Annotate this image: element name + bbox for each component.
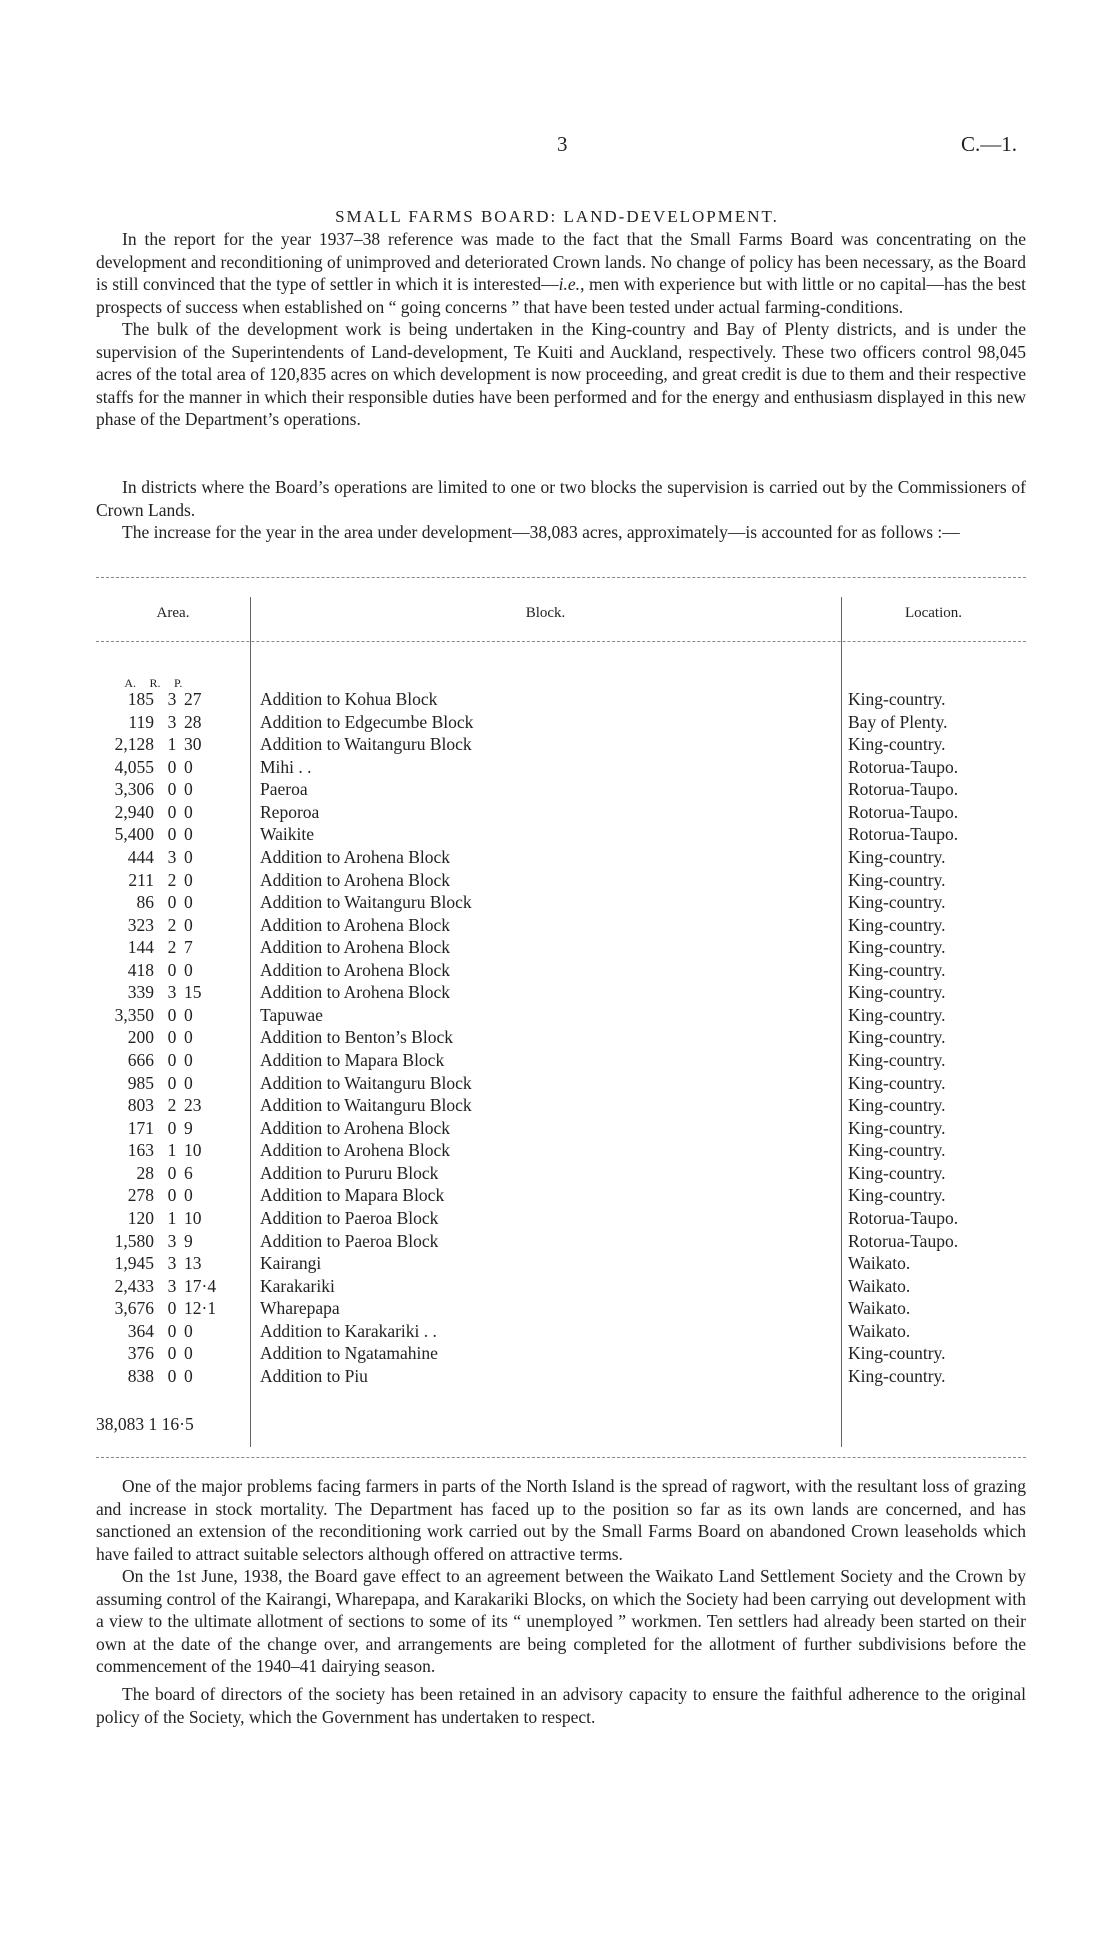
- area-roods: 2: [167, 1095, 177, 1116]
- area-roods: 2: [167, 869, 177, 890]
- area-acres: 2,433: [114, 1275, 154, 1296]
- area-acres: 2,940: [114, 801, 154, 822]
- area-acres: 339: [127, 982, 154, 1003]
- table-row: [96, 1342, 1026, 1365]
- page-number: 3: [557, 132, 568, 156]
- block-location: King-country.: [848, 1117, 946, 1138]
- block-name: Addition to Arohena Block: [260, 846, 451, 867]
- block-location: King-country.: [848, 1072, 946, 1093]
- block-name: Paeroa: [260, 779, 308, 800]
- block-location: Rotorua-Taupo.: [848, 801, 959, 822]
- table-row: [96, 846, 1026, 869]
- table-bottom-rule: [96, 1457, 1026, 1458]
- area-acres: 364: [127, 1320, 154, 1341]
- area-acres: 119: [128, 711, 154, 732]
- area-acres: 5,400: [114, 824, 154, 845]
- area-acres: 803: [127, 1095, 154, 1116]
- area-perches: 0: [184, 1050, 193, 1070]
- table-row: [96, 1275, 1026, 1298]
- block-name: Addition to Waitanguru Block: [260, 1095, 472, 1116]
- block-location: King-country.: [848, 1185, 946, 1206]
- area-roods: 0: [167, 801, 177, 822]
- area-roods: 0: [167, 756, 177, 777]
- block-location: King-country.: [848, 914, 946, 935]
- area-acres: 3,676: [114, 1298, 154, 1319]
- table-row: [96, 1230, 1026, 1253]
- area-perches: 0: [184, 1072, 193, 1093]
- area-roods: 2: [167, 914, 177, 935]
- paragraph-bulk-development: The bulk of the development work is being undertaken in the King-country and Bay of Plenty districts, and is under the supervision of the Superintendents of Land-development, Te Kuiti and Auckland, respectively. These two officers control 98,045 acres of the total area of 120,835 acres on which development is now proceeding, and great credit is due to them and their respective staffs for the manner in which their responsible duties have been performed and for the energy and enthusiasm displayed in this new phase of the Department’s operations.: [96, 319, 1026, 430]
- block-location: Rotorua-Taupo.: [848, 824, 959, 845]
- table-row: [96, 1049, 1026, 1072]
- block-name: Addition to Arohena Block: [260, 869, 451, 890]
- block-name: Addition to Waitanguru Block: [260, 734, 472, 755]
- table-total: 38,083 1 16·5: [96, 1414, 194, 1434]
- block-location: King-country.: [848, 1004, 946, 1025]
- area-acres: 838: [127, 1365, 154, 1386]
- area-roods: 0: [167, 892, 177, 913]
- table-row: [96, 756, 1026, 779]
- table-row: [96, 711, 1026, 734]
- table-row: [96, 778, 1026, 801]
- table-row: [96, 959, 1026, 982]
- area-perches: 30: [184, 734, 202, 755]
- block-location: Bay of Plenty.: [848, 711, 948, 732]
- area-perches: 0: [184, 1343, 193, 1364]
- area-acres: 278: [127, 1185, 154, 1206]
- paragraph-ragwort: One of the major problems facing farmers in parts of the North Island is the spread of ragwort, with the resultant loss of grazing and increase in stock mortality. The Department has faced up to the position so far as its own lands are concerned, and has sanctioned an extension of the reconditioning work carried out by the Small Farms Board on abandoned Crown leaseholds which have failed to attract suitable selectors although offered on attractive terms.: [96, 1476, 1026, 1564]
- area-acres: 2,128: [114, 734, 154, 755]
- area-acres: 666: [127, 1050, 154, 1070]
- table-row: [96, 1072, 1026, 1095]
- block-location: King-country.: [848, 1050, 946, 1070]
- paragraph-waikato-agreement: On the 1st June, 1938, the Board gave effect to an agreement between the Waikato Land Settlement Society and the Crown by assuming control of the Kairangi, Wharepapa, and Karakariki Blocks, on which the Society had been carrying out development with a view to the ultimate allotment of sections to some of its “ unemployed ” workmen. Ten settlers had already been started on their own at the date of the change over, and arrangements are being completed for the allotment of further subdivisions before the commencement of the 1940–41 dairying season.: [96, 1566, 1026, 1677]
- column-header-location: Location.: [904, 605, 963, 621]
- area-acres: 985: [127, 1072, 154, 1093]
- table-row: [96, 914, 1026, 937]
- area-roods: 0: [167, 1162, 177, 1183]
- area-roods: 3: [167, 846, 177, 867]
- block-name: Wharepapa: [260, 1298, 340, 1319]
- block-name: Addition to Arohena Block: [260, 937, 451, 958]
- area-roods: 0: [167, 1320, 177, 1341]
- area-roods: 3: [167, 1275, 177, 1296]
- table-row: [96, 1026, 1026, 1049]
- area-perches: 0: [184, 1004, 193, 1025]
- area-roods: 0: [167, 1072, 177, 1093]
- block-location: Rotorua-Taupo.: [848, 779, 959, 800]
- table-row: [96, 688, 1026, 711]
- area-roods: 3: [167, 982, 177, 1003]
- area-acres: 418: [127, 959, 154, 980]
- area-perches: 10: [184, 1207, 202, 1228]
- section-heading: SMALL FARMS BOARD: LAND-DEVELOPMENT.: [335, 207, 779, 226]
- block-location: King-country.: [848, 937, 946, 958]
- area-acres: 323: [127, 914, 154, 935]
- block-name: Addition to Arohena Block: [260, 1140, 451, 1161]
- area-roods: 0: [167, 779, 177, 800]
- block-name: Addition to Arohena Block: [260, 982, 451, 1003]
- block-name: Addition to Mapara Block: [260, 1050, 445, 1070]
- area-perches: 23: [184, 1095, 202, 1116]
- table-row: [96, 936, 1026, 959]
- block-name: Addition to Arohena Block: [260, 914, 451, 935]
- block-name: Addition to Piu: [260, 1365, 368, 1386]
- area-roods: 0: [167, 1004, 177, 1025]
- area-acres: 3,306: [114, 779, 154, 800]
- block-name: Addition to Ngatamahine: [260, 1343, 438, 1364]
- area-perches: 0: [184, 801, 193, 822]
- table-row: [96, 1139, 1026, 1162]
- area-roods: 0: [167, 1027, 177, 1048]
- area-acres: 1,580: [114, 1230, 154, 1251]
- block-name: Addition to Paeroa Block: [260, 1230, 439, 1251]
- table-top-rule: [96, 577, 1026, 578]
- area-perches: 0: [184, 1027, 193, 1048]
- block-location: King-country.: [848, 1095, 946, 1116]
- block-name: Addition to Paeroa Block: [260, 1207, 439, 1228]
- block-name: Addition to Benton’s Block: [260, 1027, 453, 1048]
- block-name: Addition to Arohena Block: [260, 1117, 451, 1138]
- block-name: Addition to Mapara Block: [260, 1185, 445, 1206]
- block-location: King-country.: [848, 1365, 946, 1386]
- table-row: [96, 1184, 1026, 1207]
- area-roods: 3: [167, 711, 177, 732]
- block-location: King-country.: [848, 1343, 946, 1364]
- block-name: Addition to Arohena Block: [260, 959, 451, 980]
- table-row: [96, 801, 1026, 824]
- block-name: Addition to Kohua Block: [260, 689, 438, 709]
- unit-roods: R.: [149, 676, 161, 690]
- area-perches: 0: [184, 1320, 193, 1341]
- area-perches: 0: [184, 846, 193, 867]
- area-roods: 0: [167, 959, 177, 980]
- area-acres: 4,055: [114, 756, 154, 777]
- block-location: King-country.: [848, 959, 946, 980]
- block-name: Mihi . .: [260, 756, 312, 777]
- area-perches: 12·1: [184, 1298, 217, 1319]
- table-row: [96, 1297, 1026, 1320]
- area-roods: 1: [167, 1207, 177, 1228]
- table-row: [96, 1365, 1026, 1388]
- area-roods: 3: [167, 689, 177, 709]
- block-location: King-country.: [848, 1162, 946, 1183]
- block-location: Rotorua-Taupo.: [848, 1230, 959, 1251]
- block-name: Waikite: [260, 824, 314, 845]
- area-acres: 163: [127, 1140, 154, 1161]
- block-location: Waikato.: [848, 1275, 911, 1296]
- block-name: Karakariki: [260, 1275, 335, 1296]
- block-location: King-country.: [848, 1027, 946, 1048]
- block-location: Rotorua-Taupo.: [848, 1207, 959, 1228]
- document-reference: C.—1.: [961, 132, 1018, 156]
- area-acres: 171: [127, 1117, 154, 1138]
- area-perches: 28: [184, 711, 202, 732]
- area-perches: 9: [184, 1117, 193, 1138]
- area-roods: 0: [167, 1185, 177, 1206]
- table-row: [96, 1162, 1026, 1185]
- table-body: [96, 688, 1026, 1387]
- block-location: King-country.: [848, 1140, 946, 1161]
- unit-perches: P.: [174, 676, 183, 690]
- area-acres: 3,350: [114, 1004, 154, 1025]
- block-name: Kairangi: [260, 1253, 322, 1274]
- table-row: [96, 1004, 1026, 1027]
- area-acres: 211: [128, 869, 154, 890]
- area-roods: 0: [167, 1117, 177, 1138]
- block-location: King-country.: [848, 869, 946, 890]
- area-roods: 0: [167, 1365, 177, 1386]
- block-name: Addition to Edgecumbe Block: [260, 711, 474, 732]
- table-row: [96, 733, 1026, 756]
- block-name: Addition to Pururu Block: [260, 1162, 439, 1183]
- area-roods: 1: [167, 734, 177, 755]
- area-perches: 0: [184, 869, 193, 890]
- area-perches: 17·4: [184, 1275, 217, 1296]
- table-row: [96, 1094, 1026, 1117]
- area-roods: 1: [167, 1140, 177, 1161]
- area-perches: 0: [184, 756, 193, 777]
- table-header-rule: [96, 641, 1026, 642]
- area-acres: 86: [136, 892, 154, 913]
- block-location: Waikato.: [848, 1253, 911, 1274]
- area-perches: 0: [184, 914, 193, 935]
- block-location: Rotorua-Taupo.: [848, 756, 959, 777]
- area-perches: 6: [184, 1162, 193, 1183]
- area-roods: 0: [167, 824, 177, 845]
- block-location: Waikato.: [848, 1320, 911, 1341]
- table-row: [96, 891, 1026, 914]
- block-name: Addition to Waitanguru Block: [260, 1072, 472, 1093]
- area-roods: 3: [167, 1253, 177, 1274]
- table-row: [96, 823, 1026, 846]
- area-acres: 120: [127, 1207, 154, 1228]
- area-perches: 0: [184, 892, 193, 913]
- area-perches: 27: [184, 689, 202, 709]
- area-perches: 15: [184, 982, 202, 1003]
- area-roods: 0: [167, 1343, 177, 1364]
- area-perches: 7: [184, 937, 193, 958]
- block-location: Waikato.: [848, 1298, 911, 1319]
- area-acres: 185: [127, 689, 154, 709]
- area-roods: 0: [167, 1050, 177, 1070]
- area-perches: 13: [184, 1253, 202, 1274]
- table-row: [96, 869, 1026, 892]
- block-location: King-country.: [848, 846, 946, 867]
- column-header-area: Area.: [156, 605, 190, 621]
- block-name: Reporoa: [260, 801, 320, 822]
- block-location: King-country.: [848, 982, 946, 1003]
- area-perches: 9: [184, 1230, 193, 1251]
- block-location: King-country.: [848, 734, 946, 755]
- column-header-block: Block.: [525, 605, 566, 621]
- area-roods: 2: [167, 937, 177, 958]
- table-row: [96, 1252, 1026, 1275]
- area-perches: 0: [184, 824, 193, 845]
- unit-acres: A.: [124, 676, 136, 690]
- table-row: [96, 1117, 1026, 1140]
- area-acres: 144: [127, 937, 154, 958]
- block-name: Addition to Waitanguru Block: [260, 892, 472, 913]
- area-roods: 3: [167, 1230, 177, 1251]
- area-acres: 376: [127, 1343, 154, 1364]
- paragraph-board-directors: The board of directors of the society has been retained in an advisory capacity to ensure the faithful adherence to the original policy of the Society, which the Government has undertaken to respect.: [96, 1684, 1026, 1727]
- area-acres: 200: [127, 1027, 154, 1048]
- area-acres: 1,945: [114, 1253, 154, 1274]
- table-row: [96, 1320, 1026, 1343]
- block-location: King-country.: [848, 689, 946, 709]
- paragraph-increase: The increase for the year in the area under development—38,083 acres, approximately—is accounted for as follows :—: [122, 522, 960, 542]
- area-roods: 0: [167, 1298, 177, 1319]
- area-perches: 0: [184, 779, 193, 800]
- block-location: King-country.: [848, 892, 946, 913]
- area-perches: 0: [184, 959, 193, 980]
- block-name: Addition to Karakariki . .: [260, 1320, 437, 1341]
- paragraph-intro: In the report for the year 1937–38 reference was made to the fact that the Small Farms Board was concentrating on the development and reconditioning of unimproved and deteriorated Crown lands. No change of policy has been necessary, as the Board is still convinced that the type of settler in which it is interested—i.e., men with experience but with little or no capital—has the best prospects of success when established on “ going concerns ” that have been tested under actual farming-conditions.: [96, 229, 1027, 317]
- table-row: [96, 981, 1026, 1004]
- area-acres: 444: [127, 846, 154, 867]
- table-row: [96, 1207, 1026, 1230]
- block-name: Tapuwae: [260, 1004, 323, 1025]
- area-perches: 0: [184, 1365, 193, 1386]
- paragraph-districts: In districts where the Board’s operations are limited to one or two blocks the supervision is carried out by the Commissioners of Crown Lands.: [96, 477, 1026, 520]
- area-perches: 10: [184, 1140, 202, 1161]
- area-acres: 28: [136, 1162, 154, 1183]
- area-perches: 0: [184, 1185, 193, 1206]
